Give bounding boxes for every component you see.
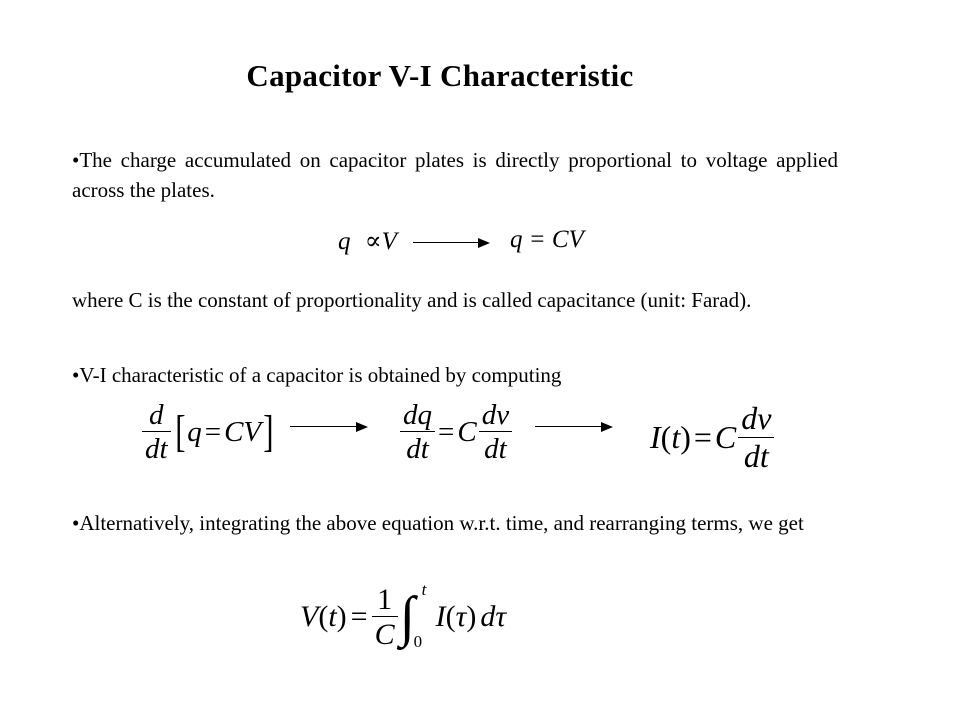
paragraph-vi-intro: •V-I characteristic of a capacitor is obtained by computing [72,363,562,387]
integral-sign: ∫ t 0 [399,580,427,651]
arrow-2-head [356,422,368,432]
eq-v: V [381,228,397,255]
arrow-3-head [601,422,613,432]
arrow-2-line [290,426,360,427]
paragraph-integration: •Alternatively, integrating the above equation w.r.t. time, and rearranging terms, we get [72,511,804,535]
equation-current: I ( t ) = C $\frac{dv}{dt}$ [650,402,774,473]
paragraph-capacitance: where C is the constant of proportionality and is called capacitance (unit: Farad). [72,288,752,312]
arrow-3-line [535,426,605,427]
eq-prop-symbol: ∝ [364,228,382,255]
fraction-d-dt: $\frac{d}{dt}$ [142,400,171,465]
eq-q: q [338,228,351,255]
arrow-1-line [413,242,483,243]
equation-proportional [338,226,397,256]
equation-derivative-bracket: $\frac{d}{dt}$ [ q = CV ] [142,400,276,465]
arrow-1-head [478,238,490,248]
slide-title: Capacitor V-I Characteristic [246,58,634,93]
fraction-one-over-c: $\frac{1}{C}$ [372,584,398,651]
equation-voltage-integral: V ( t ) = $\frac{1}{C}$ ∫ t 0 I ( τ ) dτ [300,580,507,651]
paragraph-proportionality: •The charge accumulated on capacitor plates is directly proportional to voltage applied across the plates. [72,148,838,202]
equation-q-cv: q = CV [510,226,584,253]
equation-dq-dt: $\frac{dq}{dt}$ = C $\frac{dv}{dt}$ [400,400,512,465]
